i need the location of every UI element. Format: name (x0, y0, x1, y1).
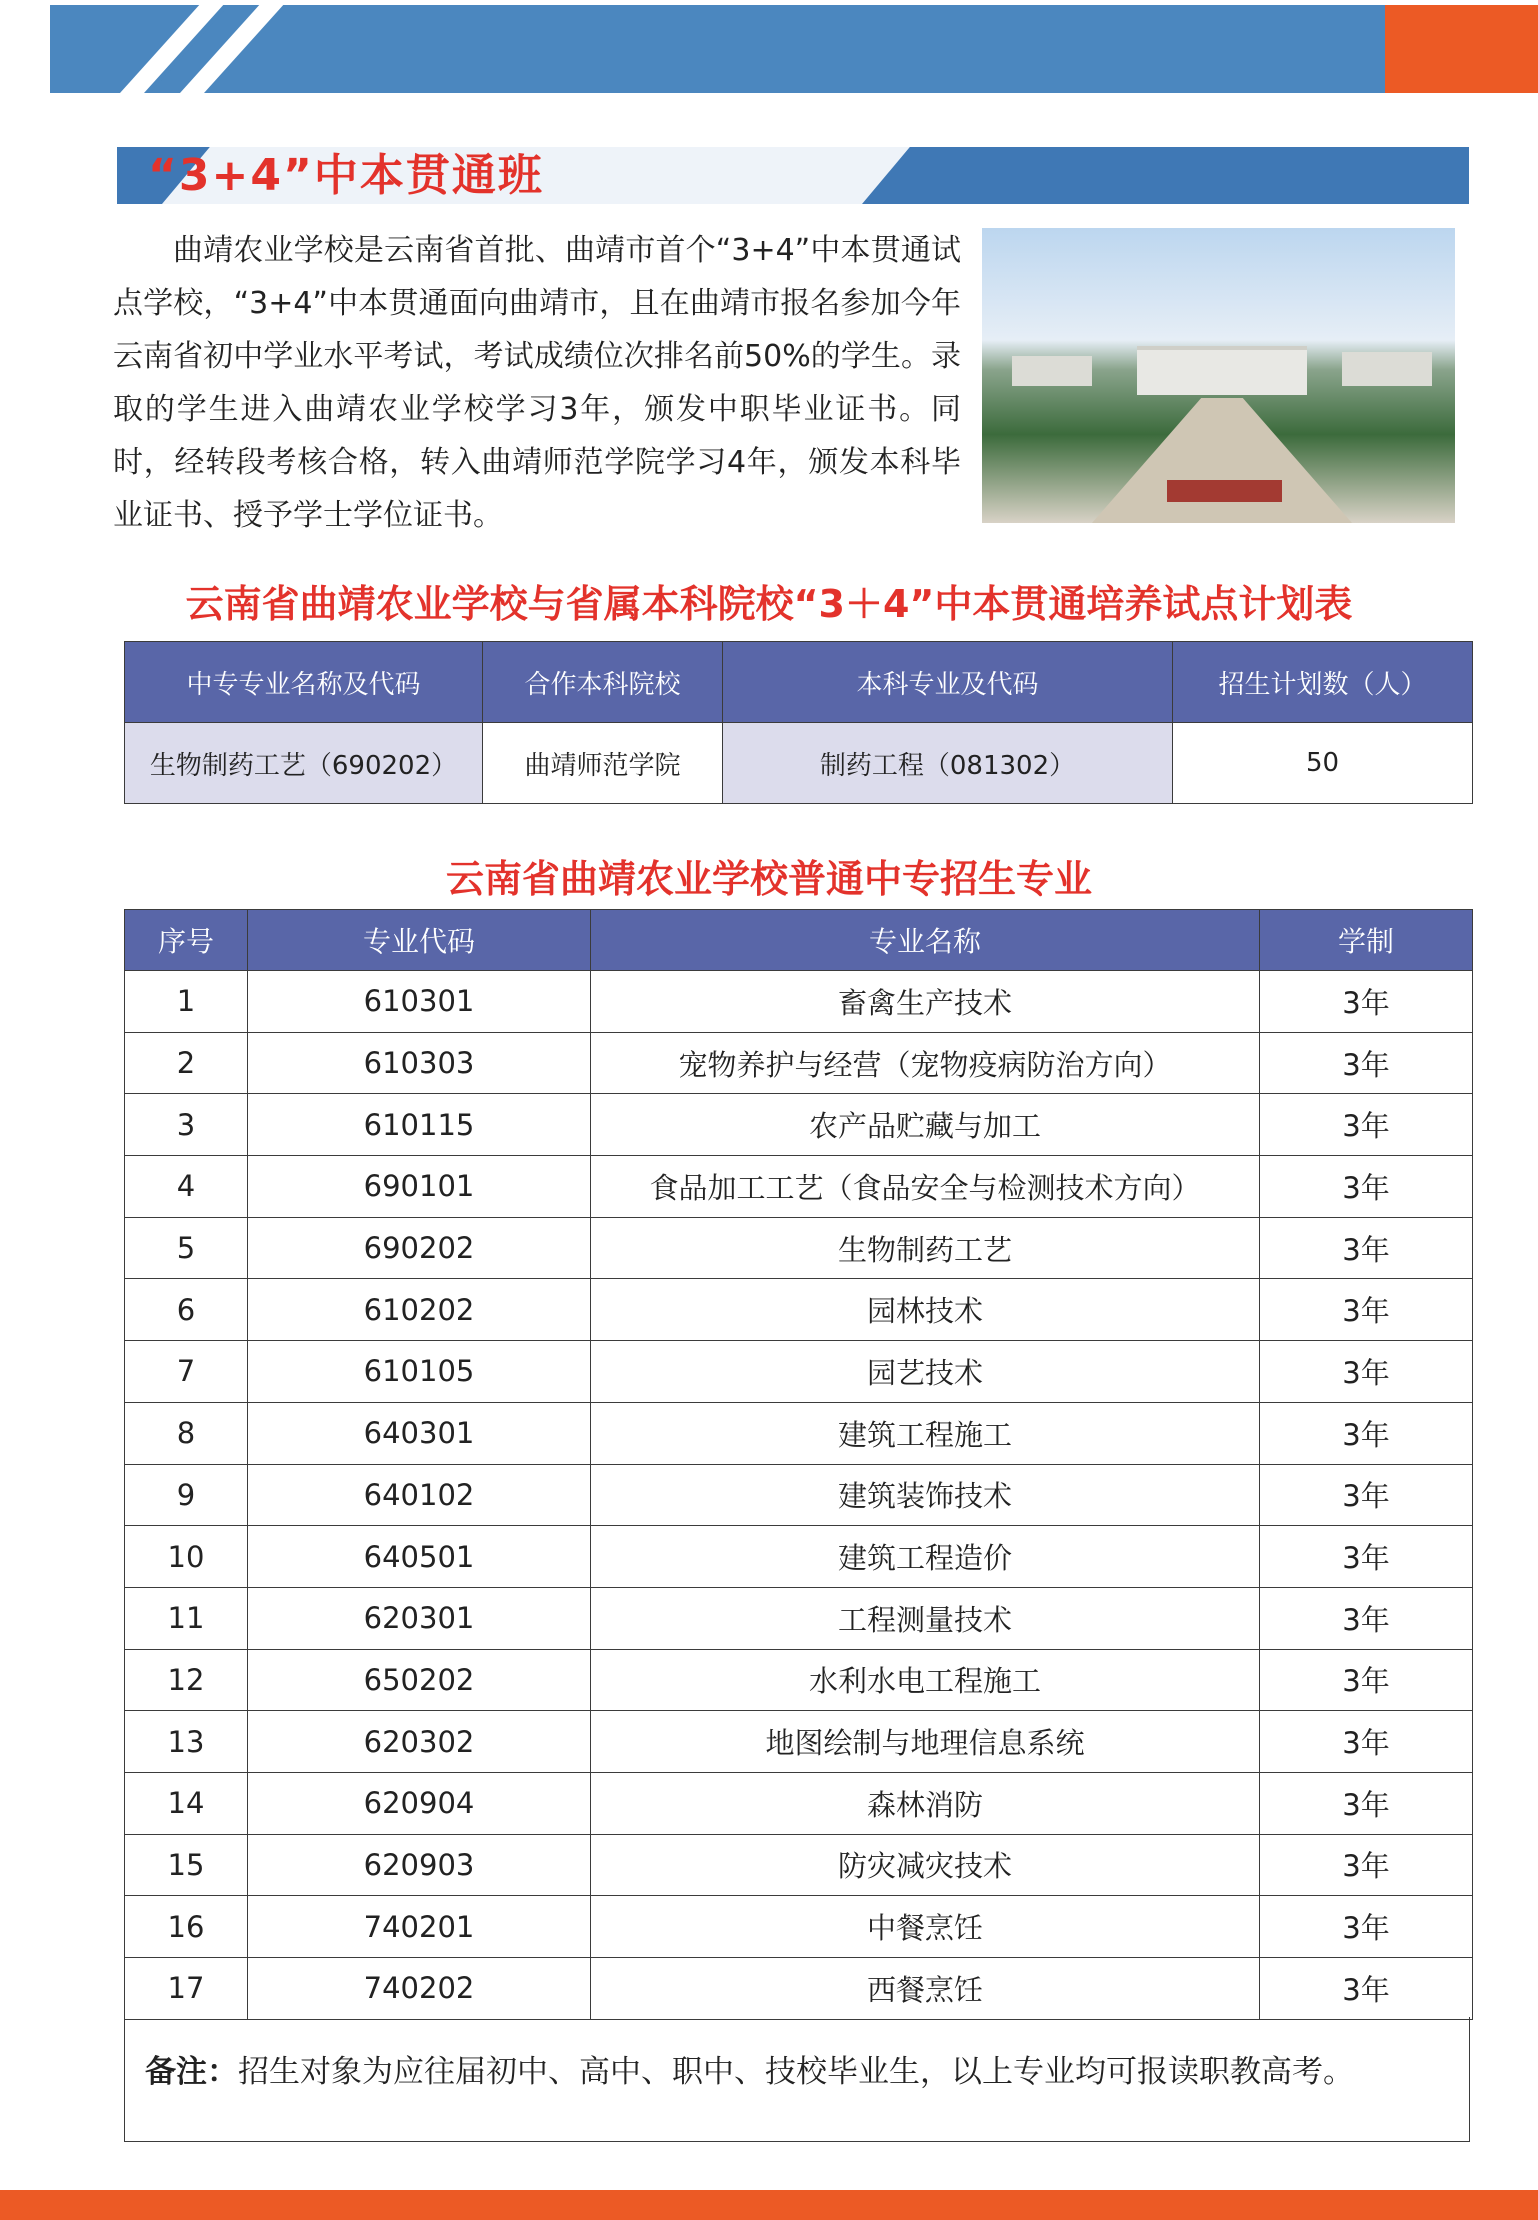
majors-cell: 640501 (248, 1526, 591, 1588)
table-row (125, 1896, 1473, 1958)
majors-cell: 3年 (1260, 1896, 1473, 1958)
majors-cell: 建筑工程施工 (591, 1402, 1260, 1464)
majors-cell: 3年 (1260, 971, 1473, 1033)
majors-cell: 740202 (248, 1958, 591, 2020)
majors-cell: 8 (125, 1402, 248, 1464)
majors-header-cell: 专业名称 (591, 910, 1260, 971)
majors-cell: 工程测量技术 (591, 1587, 1260, 1649)
table-row (125, 1341, 1473, 1403)
majors-cell: 640301 (248, 1402, 591, 1464)
table-row (125, 1711, 1473, 1773)
majors-cell: 2 (125, 1032, 248, 1094)
majors-cell: 3年 (1260, 1834, 1473, 1896)
majors-cell: 11 (125, 1587, 248, 1649)
majors-cell: 3年 (1260, 1156, 1473, 1218)
note-text: 招生对象为应往届初中、高中、职中、技校毕业生，以上专业均可报读职教高考。 (238, 2054, 1354, 2090)
majors-header-cell: 序号 (125, 910, 248, 971)
note-box (124, 2017, 1470, 2142)
majors-cell: 生物制药工艺 (591, 1217, 1260, 1279)
majors-cell: 园艺技术 (591, 1341, 1260, 1403)
majors-cell: 农产品贮藏与加工 (591, 1094, 1260, 1156)
majors-cell: 森林消防 (591, 1772, 1260, 1834)
majors-cell: 610105 (248, 1341, 591, 1403)
table-row (125, 1649, 1473, 1711)
majors-header-cell: 专业代码 (248, 910, 591, 971)
majors-cell: 3年 (1260, 1526, 1473, 1588)
majors-cell: 13 (125, 1711, 248, 1773)
majors-cell: 3年 (1260, 1217, 1473, 1279)
section-title: “3+4”中本贯通班 (148, 150, 544, 201)
majors-cell: 3年 (1260, 1464, 1473, 1526)
table-row (125, 1772, 1473, 1834)
majors-cell: 5 (125, 1217, 248, 1279)
majors-cell: 3年 (1260, 1279, 1473, 1341)
majors-cell: 650202 (248, 1649, 591, 1711)
table-row (125, 971, 1473, 1033)
majors-table-title: 云南省曲靖农业学校普通中专招生专业 (445, 857, 1092, 901)
majors-cell: 620301 (248, 1587, 591, 1649)
majors-cell: 食品加工工艺（食品安全与检测技术方向） (591, 1156, 1260, 1218)
majors-cell: 防灾减灾技术 (591, 1834, 1260, 1896)
majors-cell: 中餐烹饪 (591, 1896, 1260, 1958)
majors-cell: 15 (125, 1834, 248, 1896)
plan-cell: 50 (1173, 723, 1473, 804)
majors-cell: 3年 (1260, 1587, 1473, 1649)
bottom-band (0, 2190, 1538, 2220)
majors-cell: 3年 (1260, 1772, 1473, 1834)
majors-cell: 6 (125, 1279, 248, 1341)
majors-cell: 610115 (248, 1094, 591, 1156)
majors-cell: 3年 (1260, 1402, 1473, 1464)
majors-cell: 10 (125, 1526, 248, 1588)
majors-cell: 地图绘制与地理信息系统 (591, 1711, 1260, 1773)
majors-cell: 西餐烹饪 (591, 1958, 1260, 2020)
majors-cell: 1 (125, 971, 248, 1033)
plan-header-cell: 本科专业及代码 (723, 642, 1173, 723)
majors-cell: 740201 (248, 1896, 591, 1958)
plan-header-cell: 中专专业名称及代码 (125, 642, 483, 723)
majors-cell: 12 (125, 1649, 248, 1711)
majors-cell: 3 (125, 1094, 248, 1156)
table-row (125, 1402, 1473, 1464)
majors-cell: 14 (125, 1772, 248, 1834)
plan-table (124, 641, 1473, 804)
majors-cell: 园林技术 (591, 1279, 1260, 1341)
majors-cell: 610303 (248, 1032, 591, 1094)
plan-header-cell: 合作本科院校 (483, 642, 723, 723)
table-row (125, 1587, 1473, 1649)
majors-cell: 3年 (1260, 1649, 1473, 1711)
majors-cell: 3年 (1260, 1032, 1473, 1094)
majors-table (124, 909, 1473, 2020)
majors-cell: 建筑装饰技术 (591, 1464, 1260, 1526)
majors-cell: 620904 (248, 1772, 591, 1834)
majors-cell: 16 (125, 1896, 248, 1958)
majors-cell: 水利水电工程施工 (591, 1649, 1260, 1711)
majors-cell: 3年 (1260, 1341, 1473, 1403)
majors-cell: 3年 (1260, 1711, 1473, 1773)
table-row (125, 1217, 1473, 1279)
plan-header-cell: 招生计划数（人） (1173, 642, 1473, 723)
majors-cell: 610202 (248, 1279, 591, 1341)
majors-cell: 690101 (248, 1156, 591, 1218)
intro-paragraph: 曲靖农业学校是云南省首批、曲靖市首个“3+4”中本贯通试点学校，“3+4”中本贯通面向曲靖市，且在曲靖市报名参加今年云南省初中学业水平考试，考试成绩位次排名前50%的学生。录取的学生进入曲靖农业学校学习3年，颁发中职毕业证书。同时，经转段考核合格，转入曲靖师范学院学习4年，颁发本科毕业证书、授予学士学位证书。 (113, 233, 961, 533)
majors-cell: 宠物养护与经营（宠物疫病防治方向） (591, 1032, 1260, 1094)
majors-cell: 7 (125, 1341, 248, 1403)
majors-cell: 4 (125, 1156, 248, 1218)
majors-cell: 17 (125, 1958, 248, 2020)
majors-cell: 690202 (248, 1217, 591, 1279)
majors-cell: 3年 (1260, 1094, 1473, 1156)
majors-cell: 610301 (248, 971, 591, 1033)
table-row (125, 1464, 1473, 1526)
majors-cell: 建筑工程造价 (591, 1526, 1260, 1588)
table-row (125, 1279, 1473, 1341)
table-row (125, 723, 1473, 804)
majors-header-cell: 学制 (1260, 910, 1473, 971)
campus-photo (982, 228, 1455, 523)
top-orange-block (1385, 5, 1538, 93)
plan-cell: 制药工程（081302） (723, 723, 1173, 804)
table-row (125, 1958, 1473, 2020)
majors-cell: 620302 (248, 1711, 591, 1773)
majors-cell: 3年 (1260, 1958, 1473, 2020)
majors-cell: 620903 (248, 1834, 591, 1896)
note-label: 备注： (145, 2054, 238, 2090)
plan-table-title: 云南省曲靖农业学校与省属本科院校“3＋4”中本贯通培养试点计划表 (185, 582, 1353, 626)
majors-cell: 畜禽生产技术 (591, 971, 1260, 1033)
table-row (125, 1032, 1473, 1094)
plan-cell: 曲靖师范学院 (483, 723, 723, 804)
majors-cell: 9 (125, 1464, 248, 1526)
table-row (125, 1156, 1473, 1218)
table-row (125, 1094, 1473, 1156)
majors-cell: 640102 (248, 1464, 591, 1526)
table-row (125, 1834, 1473, 1896)
plan-cell: 生物制药工艺（690202） (125, 723, 483, 804)
table-row (125, 1526, 1473, 1588)
